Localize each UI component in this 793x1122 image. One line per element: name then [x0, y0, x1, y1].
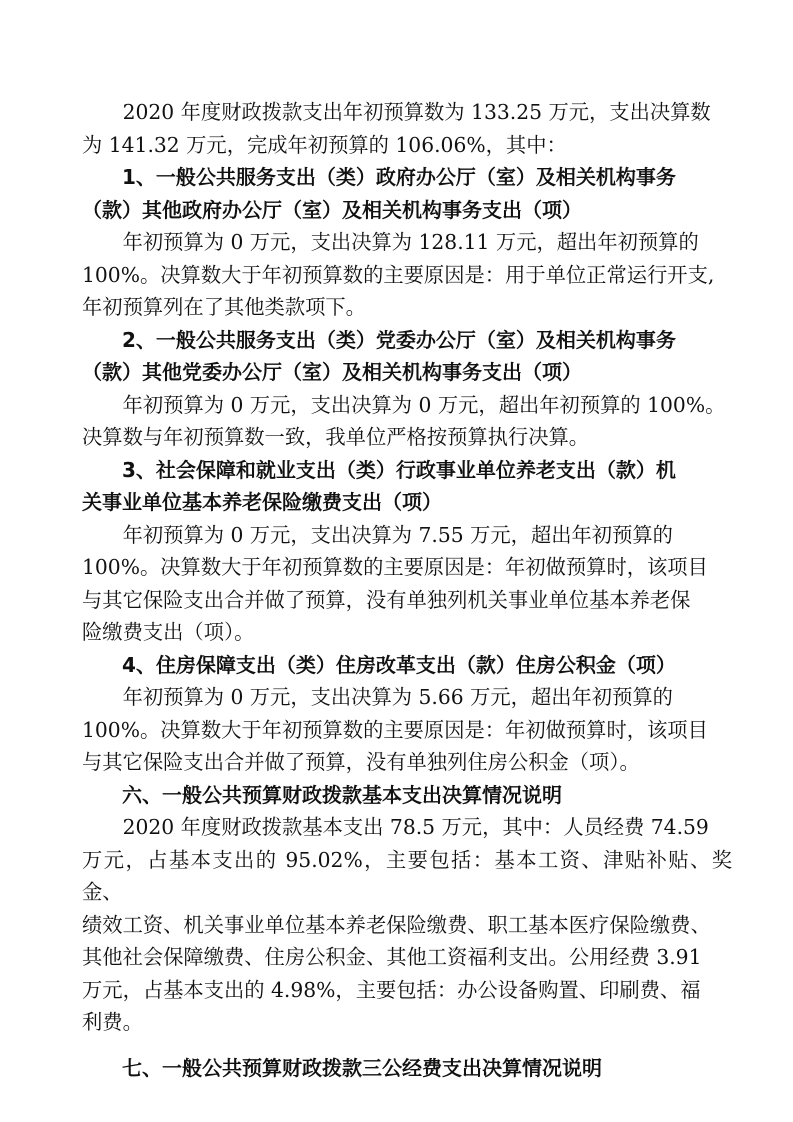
- body-paragraph: [82, 811, 732, 1039]
- paragraph-line: 100%。决算数大于年初预算数的主要原因是：用于单位正常运行开支,: [82, 262, 715, 287]
- paragraph-line: 利费。: [82, 1010, 143, 1034]
- body-paragraph: [82, 226, 732, 324]
- paragraph-line: 年初预算列在了其他类款项下。: [82, 295, 366, 319]
- paragraph-line: 年初预算为 0 万元，支出决算为 0 万元，超出年初预算的 100%。: [122, 392, 726, 417]
- paragraph-line: 万元，占基本支出的 95.02%，主要包括：基本工资、津贴补贴、奖金、: [82, 847, 732, 904]
- body-paragraph: [82, 96, 732, 161]
- paragraph-line: 100%。决算数大于年初预算数的主要原因是：年初做预算时，该项目: [82, 717, 708, 742]
- paragraph-line: 年初预算为 0 万元，支出决算为 5.66 万元，超出年初预算的: [122, 685, 673, 709]
- section-heading: [82, 649, 732, 682]
- document-page: [82, 96, 732, 1084]
- heading-line: 六、一般公共预算财政拨款基本支出决算情况说明: [122, 782, 562, 807]
- heading-line: 七、一般公共预算财政拨款三公经费支出决算情况说明: [122, 1055, 602, 1080]
- paragraph-line: 为 141.32 万元，完成年初预算的 106.06%，其中：: [82, 132, 567, 157]
- section-heading: [82, 779, 732, 812]
- heading-line: 关事业单位基本养老保险缴费支出（项）: [82, 490, 442, 514]
- section-heading: [82, 1052, 732, 1085]
- paragraph-line: 与其它保险支出合并做了预算，没有单独列机关事业单位基本养老保: [82, 587, 691, 612]
- paragraph-line: 年初预算为 0 万元，支出决算为 7.55 万元，超出年初预算的: [122, 522, 673, 547]
- heading-line: 3、社会保障和就业支出（类）行政事业单位养老支出（款）机: [122, 457, 676, 482]
- heading-line: 4、住房保障支出（类）住房改革支出（款）住房公积金（项）: [122, 652, 676, 677]
- section-gap: [82, 1039, 732, 1052]
- paragraph-line: 年初预算为 0 万元，支出决算为 128.11 万元，超出年初预算的: [122, 230, 699, 254]
- section-heading: [82, 161, 732, 226]
- paragraph-line: 100%。决算数大于年初预算数的主要原因是：年初做预算时，该项目: [82, 555, 708, 579]
- section-heading: [82, 454, 732, 519]
- paragraph-line: 2020 年度财政拨款基本支出 78.5 万元，其中：人员经费 74.59: [122, 815, 709, 839]
- body-paragraph: [82, 681, 732, 779]
- heading-line: （款）其他党委办公厅（室）及相关机构事务支出（项）: [82, 360, 582, 384]
- heading-line: 2、一般公共服务支出（类）党委办公厅（室）及相关机构事务: [122, 327, 676, 352]
- paragraph-line: 险缴费支出（项）。: [82, 620, 255, 644]
- body-paragraph: [82, 389, 732, 454]
- paragraph-line: 2020 年度财政拨款支出年初预算数为 133.25 万元，支出决算数: [122, 100, 711, 124]
- paragraph-line: 与其它保险支出合并做了预算，没有单独列住房公积金（项）。: [82, 750, 640, 774]
- paragraph-line: 绩效工资、机关事业单位基本养老保险缴费、职工基本医疗保险缴费、: [82, 912, 711, 937]
- body-paragraph: [82, 519, 732, 649]
- paragraph-line: 决算数与年初预算数一致，我单位严格按预算执行决算。: [82, 425, 590, 449]
- paragraph-line: 其他社会保障缴费、住房公积金、其他工资福利支出。公用经费 3.91: [82, 945, 702, 969]
- paragraph-line: 万元，占基本支出的 4.98%，主要包括：办公设备购置、印刷费、福: [82, 977, 701, 1002]
- section-heading: [82, 324, 732, 389]
- heading-line: （款）其他政府办公厅（室）及相关机构事务支出（项）: [82, 197, 582, 222]
- heading-line: 1、一般公共服务支出（类）政府办公厅（室）及相关机构事务: [122, 165, 676, 189]
